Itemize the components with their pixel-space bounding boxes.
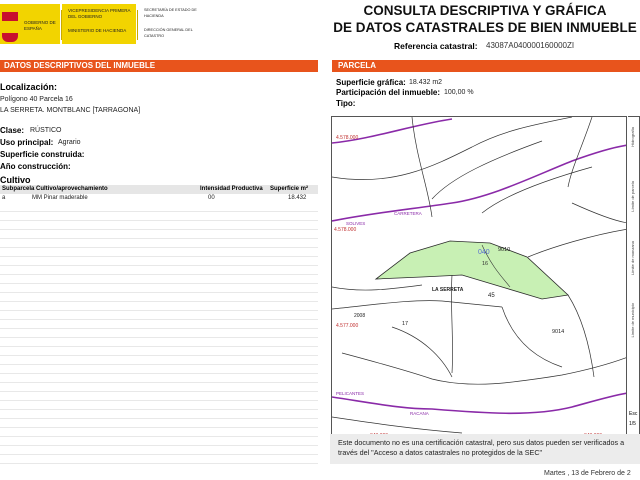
col-intensidad: Intensidad Productiva	[200, 186, 263, 192]
code-2008: 2008	[354, 313, 366, 319]
cell-cultivo: MM Pinar maderable	[32, 195, 88, 201]
legend-hidrografia: Hidrografía	[630, 127, 635, 147]
parcel-number-label: 16	[482, 261, 489, 267]
parcel-45: 45	[488, 293, 495, 299]
notice-line1: Este documento no es una certificación catastral, pero sus datos pueden ser verificados a	[338, 438, 625, 447]
section-header-descriptive: DATOS DESCRIPTIVOS DEL INMUEBLE	[0, 60, 318, 72]
localizacion-line2: LA SERRETA. MONTBLANC [TARRAGONA]	[0, 107, 141, 114]
participacion-label: Participación del inmueble:	[336, 88, 441, 97]
uso-value: Agrario	[58, 139, 81, 146]
localizacion-line1: Polígono 40 Parcela 16	[0, 96, 73, 103]
coord-y-mid: 4.578.000	[334, 227, 357, 233]
road-label-pelicantes: PELICANTES	[336, 391, 365, 396]
uso-label: Uso principal:	[0, 138, 54, 147]
gobierno-label: GOBIERNO DE ESPAÑA	[24, 20, 56, 31]
anio-construccion-label: Año construcción:	[0, 162, 71, 171]
superficie-grafica-value: 18.432 m2	[409, 79, 443, 86]
cell-superficie: 18.432	[288, 195, 307, 201]
ministry-a: VICEPRESIDENCIA PRIMERA DEL GOBIERNO	[68, 8, 131, 19]
cadastral-map[interactable]	[331, 116, 627, 444]
section-header-parcela: PARCELA	[332, 60, 640, 72]
code-9014: 9014	[552, 329, 565, 335]
clase-label: Clase:	[0, 126, 25, 135]
code-9010: 9010	[498, 247, 511, 253]
cultivo-title: Cultivo	[0, 175, 31, 185]
refcat-label: Referencia catastral:	[394, 41, 478, 51]
localizacion-label: Localización:	[0, 82, 58, 92]
map-drawing	[332, 117, 627, 444]
notice-line2: través del "Acceso a datos catastrales no protegidos de la SEC"	[338, 448, 543, 457]
government-logo-block	[0, 0, 200, 48]
parcel-polygon-label: 040	[478, 249, 490, 256]
scale-label: Esc	[629, 411, 638, 417]
parcel-17: 17	[402, 321, 409, 327]
coord-y-top: 4.578.000	[336, 135, 359, 141]
parcel-area	[376, 241, 568, 299]
verification-notice	[330, 434, 640, 464]
clase-value: RÚSTICO	[30, 127, 62, 134]
superficie-grafica-label: Superficie gráfica:	[336, 78, 406, 87]
legend-limite-parcela: Límite de parcela	[630, 181, 635, 212]
legend-limite-manzana: Límite de manzana	[630, 241, 635, 276]
legend-limite-municipio: Límite de municipio	[630, 303, 635, 338]
table-row	[0, 194, 318, 203]
cell-subparcela: a	[2, 195, 6, 201]
cell-intensidad: 00	[208, 195, 215, 201]
empty-table-rows	[0, 203, 318, 470]
coat-of-arms-icon	[2, 12, 18, 42]
tipo-label: Tipo:	[336, 99, 356, 108]
gobierno-logo	[0, 4, 60, 44]
department-logo	[138, 4, 200, 44]
road-north	[332, 145, 627, 221]
page-title-line2: DE DATOS CATASTRALES DE BIEN INMUEBLE	[333, 20, 637, 35]
superficie-construida-label: Superficie construida:	[0, 150, 85, 159]
road-label-carretera: CARRETERA	[394, 211, 422, 216]
road-label-solives: SOLIVES	[346, 221, 366, 226]
road-south	[332, 393, 627, 413]
participacion-value: 100,00 %	[444, 89, 474, 96]
scale-value: 1/5	[629, 421, 636, 427]
coord-y-bot: 4.577.000	[336, 323, 359, 329]
cultivo-table-header	[0, 185, 318, 194]
col-subparcela: Subparcela	[2, 186, 35, 192]
ministry-b: MINISTERIO DE HACIENDA	[68, 28, 127, 33]
date-footer: Martes , 13 de Febrero de 2	[544, 470, 631, 477]
col-cultivo: Cultivo/aprovechamiento	[36, 186, 108, 192]
dept-b: DIRECCIÓN GENERAL DEL CATASTRO	[144, 28, 193, 38]
page-title-line1: CONSULTA DESCRIPTIVA Y GRÁFICA	[363, 3, 607, 18]
dept-a: SECRETARÍA DE ESTADO DE HACIENDA	[144, 8, 197, 18]
refcat-value: 43087A040000160000ZI	[486, 41, 575, 50]
ministry-logo	[62, 4, 136, 44]
road-label-racana: RACANA	[410, 411, 429, 416]
col-superficie: Superficie m²	[270, 186, 309, 192]
place-name: LA SERRETA	[432, 287, 464, 293]
map-legend-strip	[628, 116, 640, 444]
